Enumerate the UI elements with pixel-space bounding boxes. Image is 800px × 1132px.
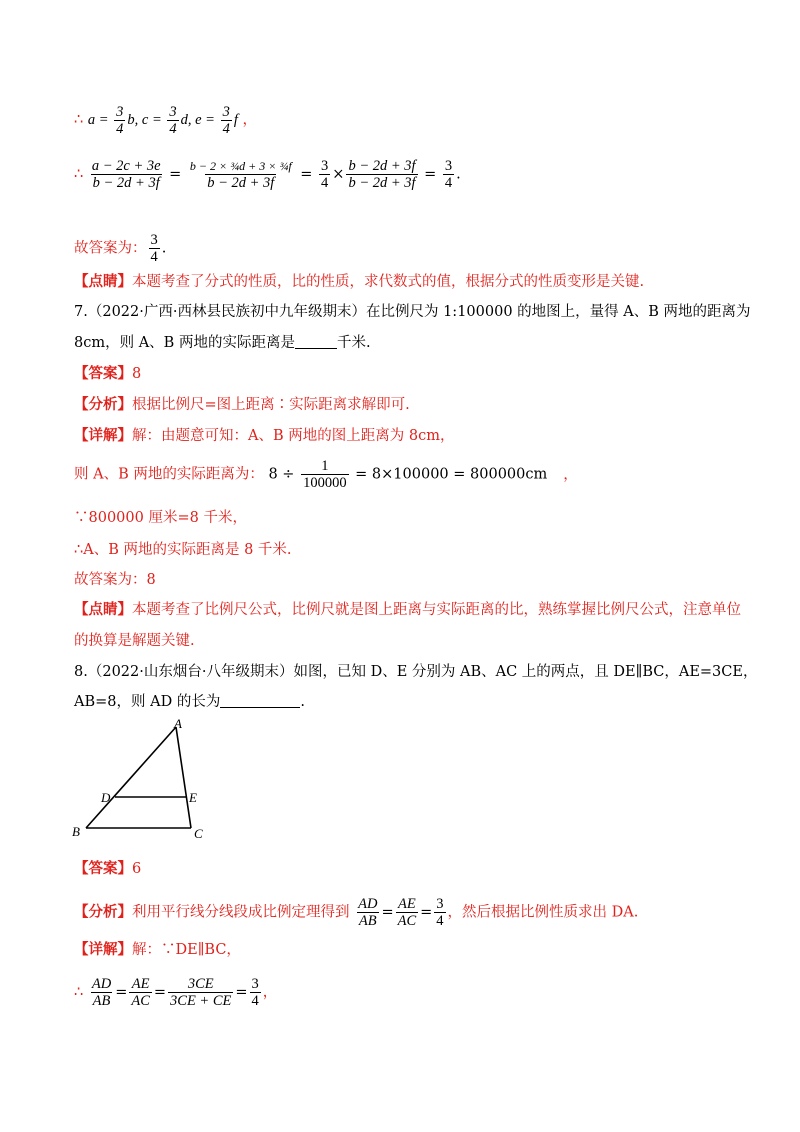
q8-answer: 【答案】6 [74,860,142,877]
sol6-eq2: ∴ $\frac{a - 2c + 3e}{b - 2d + 3f}$ = $\frac{\text{b − 2 × ¾d + 3 × ¾f}}{b - 2d + 3f}$ = $\frac{3}{4}$ × $\frac{b - 2d + 3f}{b - 2d + 3f}$ = $\frac{3}{4}$ . [74,158,461,191]
q7-analysis: 【分析】根据比例尺=图上距离∶实际距离求解即可. [74,396,410,413]
frac-three-quarter: $\frac{3}{4}$ [321,158,329,191]
q7-final: 故答案为：8 [74,572,156,588]
frac-mid: $\frac{\text{b − 2 × ¾d + 3 × ¾f}}{b - 2d + 3f}$ [189,159,292,191]
q8-analysis: 【分析】利用平行线分线段成比例定理得到 $\frac{AD}{AB}$ = $\frac{AE}{AC}$ = $\frac{3}{4}$ ，然后根据比例性质求出 DA. [74,896,639,929]
triangle-figure [66,716,216,840]
q7-detail1: 【详解】解：由题意可知：A、B 两地的图上距离为 8cm， [74,427,455,444]
label-d: D [101,790,111,805]
frac-result: $\frac{3}{4}$ [444,158,453,191]
q7-detail3: ∵800000 厘米=8 千米， [74,510,247,526]
q7-key2: 的换算是解题关键. [74,633,195,649]
sol6-answer: 故答案为： $\frac{3}{4}$ . [74,232,167,265]
q7-calc-frac: $\frac{1}{100000}$ [303,458,347,491]
frac-rhs: $\frac{b - 2d + 3f}{b - 2d + 3f}$ [348,158,416,191]
label-e: E [189,790,197,805]
q8-answer-blank[interactable] [220,707,300,708]
q7-detail4: ∴A、B 两地的实际距离是 8 千米. [74,542,292,558]
label-c: C [194,826,203,840]
sol6-eq1: ∴ a = $\frac{3}{4}$ b, c = $\frac{3}{4}$ d, e = $\frac{3}{4}$ f ， [74,104,257,137]
q7-stem-line1: 7.（2022·广西·西林县民族初中九年级期末）在比例尺为 1:100000 的地图上，量得 A、B 两地的距离为 [74,304,751,320]
label-a: A [174,716,182,731]
sol6-key: 【点睛】本题考查了分式的性质，比的性质，求代数式的值，根据分式的性质变形是关键. [74,273,645,290]
eq1-math: a = $\frac{3}{4}$ b, c = $\frac{3}{4}$ d, e = $\frac{3}{4}$ f [87,104,238,137]
frac-lhs: $\frac{a - 2c + 3e}{b - 2d + 3f}$ [91,158,161,191]
q7-detail2: 则 A、B 两地的实际距离为： 8 ÷ $\frac{1}{100000}$ = 8×100000 = 800000cm ， [74,458,578,491]
q7-answer-blank[interactable] [295,348,337,349]
q8-detail1: 【详解】解：∵DE∥BC， [74,941,241,958]
q8-detail2: ∴ $\frac{AD}{AB}$ = $\frac{AE}{AC}$ = $\frac{3CE}{3CE + CE}$ = $\frac{3}{4}$ ， [74,976,278,1009]
q7-key1: 【点睛】本题考查了比例尺公式，比例尺就是图上距离与实际距离的比，熟练掌握比例尺公式，注意单位 [74,601,741,618]
q7-stem-line2: 8cm，则 A、B 两地的实际距离是 千米. [74,335,371,351]
q8-stem-line1: 8.（2022·山东烟台·八年级期末）如图，已知 D、E 分别为 AB、AC 上的两点，且 DE∥BC，AE=3CE， [74,664,758,680]
q7-answer: 【答案】8 [74,365,142,382]
q8-stem-line2: AB=8，则 AD 的长为 . [74,694,305,710]
label-b: B [72,824,80,839]
